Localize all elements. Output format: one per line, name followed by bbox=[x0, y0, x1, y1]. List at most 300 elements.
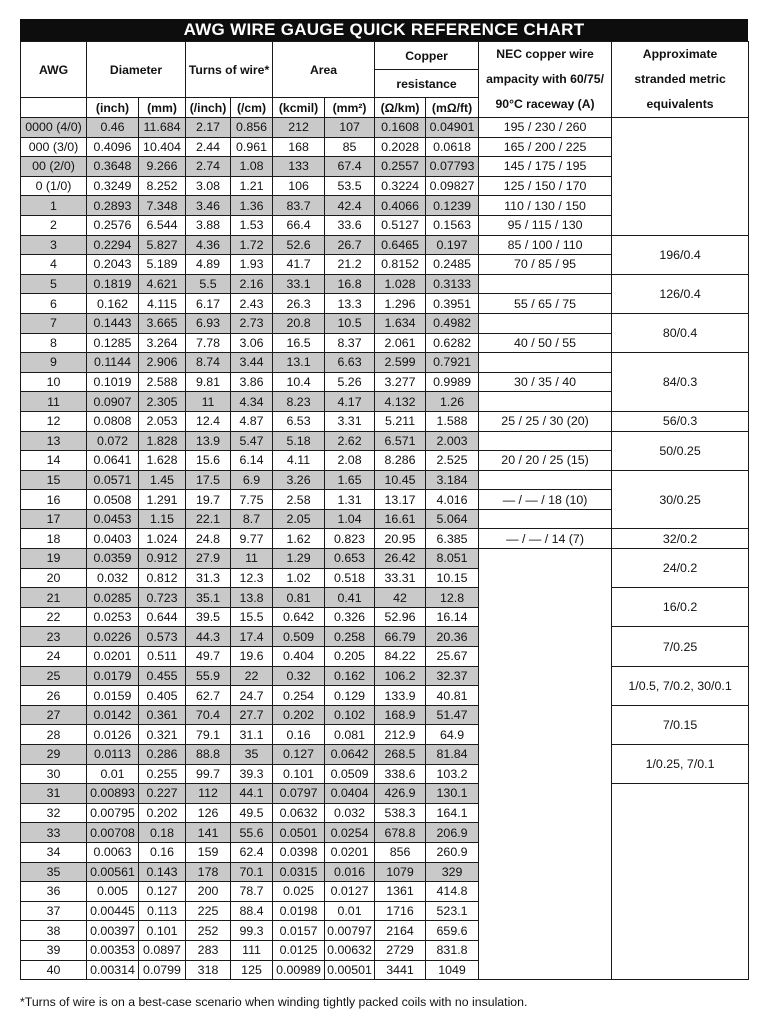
cell-area-kcmil: 0.00989 bbox=[273, 960, 325, 980]
cell-turns-inch: 159 bbox=[186, 842, 231, 862]
cell-metric: 7/0.25 bbox=[612, 627, 749, 666]
cell-res-mohm-ft: 329 bbox=[426, 862, 479, 882]
cell-res-ohm-km: 2.061 bbox=[375, 333, 426, 353]
cell-turns-cm: 24.7 bbox=[231, 686, 273, 706]
cell-turns-cm: 9.77 bbox=[231, 529, 273, 549]
cell-dia-inch: 0.0403 bbox=[87, 529, 139, 549]
cell-turns-inch: 283 bbox=[186, 940, 231, 960]
cell-area-mm2: 2.62 bbox=[325, 431, 375, 451]
cell-area-mm2: 0.653 bbox=[325, 549, 375, 569]
cell-turns-cm: 22 bbox=[231, 666, 273, 686]
cell-res-ohm-km: 133.9 bbox=[375, 686, 426, 706]
header-turns bbox=[186, 42, 273, 98]
cell-res-mohm-ft: 64.9 bbox=[426, 725, 479, 745]
cell-area-mm2: 0.0201 bbox=[325, 842, 375, 862]
cell-ampacity bbox=[479, 353, 612, 373]
cell-ampacity bbox=[479, 470, 612, 490]
awg-table-body bbox=[21, 118, 749, 980]
cell-awg: 29 bbox=[21, 745, 87, 765]
cell-area-kcmil: 0.0797 bbox=[273, 784, 325, 804]
cell-awg: 38 bbox=[21, 921, 87, 941]
header-turns-label: Turns of wire* bbox=[188, 62, 270, 77]
cell-turns-cm: 3.86 bbox=[231, 372, 273, 392]
cell-turns-inch: 126 bbox=[186, 803, 231, 823]
cell-turns-inch: 200 bbox=[186, 882, 231, 902]
cell-ampacity bbox=[479, 274, 612, 294]
cell-ampacity: 70 / 85 / 95 bbox=[479, 255, 612, 275]
cell-metric: 16/0.2 bbox=[612, 588, 749, 627]
cell-awg: 11 bbox=[21, 392, 87, 412]
cell-area-mm2: 67.4 bbox=[325, 157, 375, 177]
cell-turns-inch: 15.6 bbox=[186, 451, 231, 471]
cell-res-ohm-km: 4.132 bbox=[375, 392, 426, 412]
table-row bbox=[21, 529, 749, 549]
cell-area-mm2: 0.0404 bbox=[325, 784, 375, 804]
cell-dia-inch: 0.00708 bbox=[87, 823, 139, 843]
cell-turns-cm: 70.1 bbox=[231, 862, 273, 882]
cell-area-mm2: 0.258 bbox=[325, 627, 375, 647]
cell-dia-inch: 0.3648 bbox=[87, 157, 139, 177]
cell-area-kcmil: 20.8 bbox=[273, 313, 325, 333]
cell-dia-mm: 3.665 bbox=[139, 313, 186, 333]
cell-res-mohm-ft: 51.47 bbox=[426, 705, 479, 725]
cell-res-mohm-ft: 2.525 bbox=[426, 451, 479, 471]
cell-metric: 1/0.5, 7/0.2, 30/0.1 bbox=[612, 666, 749, 705]
cell-area-kcmil: 106 bbox=[273, 176, 325, 196]
cell-dia-mm: 0.143 bbox=[139, 862, 186, 882]
header-metric-line2: stranded metric bbox=[634, 72, 726, 86]
cell-res-mohm-ft: 0.09827 bbox=[426, 176, 479, 196]
cell-dia-inch: 0.0359 bbox=[87, 549, 139, 569]
cell-turns-cm: 4.34 bbox=[231, 392, 273, 412]
cell-area-kcmil: 66.4 bbox=[273, 215, 325, 235]
cell-area-mm2: 53.5 bbox=[325, 176, 375, 196]
cell-dia-mm: 0.113 bbox=[139, 901, 186, 921]
cell-metric: 196/0.4 bbox=[612, 235, 749, 274]
cell-awg: 9 bbox=[21, 353, 87, 373]
cell-turns-cm: 13.8 bbox=[231, 588, 273, 608]
cell-dia-mm: 0.18 bbox=[139, 823, 186, 843]
unit-kcmil: (kcmil) bbox=[273, 98, 325, 118]
cell-turns-inch: 4.89 bbox=[186, 255, 231, 275]
cell-area-kcmil: 0.025 bbox=[273, 882, 325, 902]
cell-awg: 27 bbox=[21, 705, 87, 725]
cell-res-mohm-ft: 1.588 bbox=[426, 411, 479, 431]
cell-turns-cm: 12.3 bbox=[231, 568, 273, 588]
cell-ampacity: 165 / 200 / 225 bbox=[479, 137, 612, 157]
cell-area-mm2: 0.102 bbox=[325, 705, 375, 725]
cell-area-mm2: 5.26 bbox=[325, 372, 375, 392]
cell-dia-inch: 0.0508 bbox=[87, 490, 139, 510]
cell-awg: 37 bbox=[21, 901, 87, 921]
cell-turns-inch: 70.4 bbox=[186, 705, 231, 725]
unit-per-cm: (/cm) bbox=[231, 98, 273, 118]
cell-turns-inch: 112 bbox=[186, 784, 231, 804]
cell-area-mm2: 0.01 bbox=[325, 901, 375, 921]
cell-res-mohm-ft: 659.6 bbox=[426, 921, 479, 941]
cell-metric: 7/0.15 bbox=[612, 705, 749, 744]
cell-res-ohm-km: 168.9 bbox=[375, 705, 426, 725]
cell-area-kcmil: 2.05 bbox=[273, 509, 325, 529]
cell-res-ohm-km: 0.3224 bbox=[375, 176, 426, 196]
cell-area-kcmil: 33.1 bbox=[273, 274, 325, 294]
cell-area-kcmil: 0.0632 bbox=[273, 803, 325, 823]
cell-res-mohm-ft: 0.1239 bbox=[426, 196, 479, 216]
cell-awg: 26 bbox=[21, 686, 87, 706]
cell-area-kcmil: 0.81 bbox=[273, 588, 325, 608]
table-row bbox=[21, 118, 749, 138]
cell-dia-mm: 0.644 bbox=[139, 607, 186, 627]
cell-ampacity bbox=[479, 431, 612, 451]
cell-res-mohm-ft: 0.07793 bbox=[426, 157, 479, 177]
cell-area-mm2: 2.08 bbox=[325, 451, 375, 471]
cell-turns-cm: 6.9 bbox=[231, 470, 273, 490]
cell-res-mohm-ft: 260.9 bbox=[426, 842, 479, 862]
cell-res-mohm-ft: 0.6282 bbox=[426, 333, 479, 353]
cell-res-mohm-ft: 103.2 bbox=[426, 764, 479, 784]
table-row bbox=[21, 666, 749, 686]
cell-dia-inch: 0.162 bbox=[87, 294, 139, 314]
cell-metric: 1/0.25, 7/0.1 bbox=[612, 745, 749, 784]
cell-res-mohm-ft: 2.003 bbox=[426, 431, 479, 451]
cell-area-kcmil: 133 bbox=[273, 157, 325, 177]
cell-res-mohm-ft: 206.9 bbox=[426, 823, 479, 843]
cell-res-ohm-km: 52.96 bbox=[375, 607, 426, 627]
cell-res-ohm-km: 0.8152 bbox=[375, 255, 426, 275]
cell-dia-mm: 5.189 bbox=[139, 255, 186, 275]
cell-res-ohm-km: 16.61 bbox=[375, 509, 426, 529]
cell-res-ohm-km: 426.9 bbox=[375, 784, 426, 804]
cell-area-mm2: 6.63 bbox=[325, 353, 375, 373]
cell-turns-cm: 44.1 bbox=[231, 784, 273, 804]
unit-per-inch: (/inch) bbox=[186, 98, 231, 118]
cell-res-ohm-km: 84.22 bbox=[375, 647, 426, 667]
cell-res-mohm-ft: 130.1 bbox=[426, 784, 479, 804]
cell-res-ohm-km: 1079 bbox=[375, 862, 426, 882]
cell-res-ohm-km: 0.4066 bbox=[375, 196, 426, 216]
cell-turns-inch: 3.88 bbox=[186, 215, 231, 235]
cell-turns-inch: 31.3 bbox=[186, 568, 231, 588]
cell-metric: 84/0.3 bbox=[612, 353, 749, 412]
cell-res-mohm-ft: 25.67 bbox=[426, 647, 479, 667]
cell-turns-inch: 35.1 bbox=[186, 588, 231, 608]
cell-area-mm2: 0.205 bbox=[325, 647, 375, 667]
cell-dia-inch: 0.00893 bbox=[87, 784, 139, 804]
cell-dia-inch: 0.00561 bbox=[87, 862, 139, 882]
cell-dia-mm: 0.286 bbox=[139, 745, 186, 765]
cell-turns-cm: 31.1 bbox=[231, 725, 273, 745]
cell-ampacity: 125 / 150 / 170 bbox=[479, 176, 612, 196]
cell-turns-cm: 1.36 bbox=[231, 196, 273, 216]
cell-awg: 6 bbox=[21, 294, 87, 314]
table-row bbox=[21, 470, 749, 490]
cell-area-mm2: 21.2 bbox=[325, 255, 375, 275]
cell-area-kcmil: 5.18 bbox=[273, 431, 325, 451]
cell-awg: 32 bbox=[21, 803, 87, 823]
cell-turns-inch: 12.4 bbox=[186, 411, 231, 431]
cell-res-mohm-ft: 8.051 bbox=[426, 549, 479, 569]
cell-area-mm2: 0.0127 bbox=[325, 882, 375, 902]
cell-area-kcmil: 0.509 bbox=[273, 627, 325, 647]
cell-area-mm2: 85 bbox=[325, 137, 375, 157]
cell-awg: 00 (2/0) bbox=[21, 157, 87, 177]
cell-dia-mm: 2.588 bbox=[139, 372, 186, 392]
cell-dia-inch: 0.00795 bbox=[87, 803, 139, 823]
cell-area-kcmil: 0.254 bbox=[273, 686, 325, 706]
cell-turns-inch: 141 bbox=[186, 823, 231, 843]
cell-area-kcmil: 212 bbox=[273, 118, 325, 138]
cell-res-ohm-km: 0.1608 bbox=[375, 118, 426, 138]
cell-dia-inch: 0.0907 bbox=[87, 392, 139, 412]
cell-res-ohm-km: 1361 bbox=[375, 882, 426, 902]
cell-res-mohm-ft: 831.8 bbox=[426, 940, 479, 960]
cell-res-ohm-km: 268.5 bbox=[375, 745, 426, 765]
cell-awg: 31 bbox=[21, 784, 87, 804]
cell-turns-cm: 99.3 bbox=[231, 921, 273, 941]
cell-dia-inch: 0.0126 bbox=[87, 725, 139, 745]
cell-area-mm2: 0.518 bbox=[325, 568, 375, 588]
cell-area-kcmil: 0.642 bbox=[273, 607, 325, 627]
cell-turns-cm: 11 bbox=[231, 549, 273, 569]
cell-ampacity: 40 / 50 / 55 bbox=[479, 333, 612, 353]
cell-res-ohm-km: 5.211 bbox=[375, 411, 426, 431]
cell-dia-mm: 2.305 bbox=[139, 392, 186, 412]
cell-res-ohm-km: 0.2028 bbox=[375, 137, 426, 157]
cell-res-ohm-km: 20.95 bbox=[375, 529, 426, 549]
cell-awg: 4 bbox=[21, 255, 87, 275]
cell-turns-cm: 1.53 bbox=[231, 215, 273, 235]
cell-turns-cm: 88.4 bbox=[231, 901, 273, 921]
cell-area-kcmil: 1.29 bbox=[273, 549, 325, 569]
cell-res-ohm-km: 0.2557 bbox=[375, 157, 426, 177]
cell-res-mohm-ft: 0.04901 bbox=[426, 118, 479, 138]
cell-res-mohm-ft: 0.4982 bbox=[426, 313, 479, 333]
cell-awg: 0000 (4/0) bbox=[21, 118, 87, 138]
cell-area-mm2: 42.4 bbox=[325, 196, 375, 216]
cell-ampacity: — / — / 18 (10) bbox=[479, 490, 612, 510]
cell-turns-inch: 39.5 bbox=[186, 607, 231, 627]
cell-dia-inch: 0.01 bbox=[87, 764, 139, 784]
footnote: *Turns of wire is on a best-case scenario when winding tightly packed coils with no insulation. bbox=[20, 995, 528, 1009]
cell-turns-cm: 15.5 bbox=[231, 607, 273, 627]
cell-dia-inch: 0.0253 bbox=[87, 607, 139, 627]
cell-dia-inch: 0.005 bbox=[87, 882, 139, 902]
cell-ampacity: 85 / 100 / 110 bbox=[479, 235, 612, 255]
table-row bbox=[21, 274, 749, 294]
cell-res-ohm-km: 1.296 bbox=[375, 294, 426, 314]
cell-awg: 40 bbox=[21, 960, 87, 980]
cell-awg: 5 bbox=[21, 274, 87, 294]
cell-turns-cm: 2.43 bbox=[231, 294, 273, 314]
cell-area-mm2: 1.31 bbox=[325, 490, 375, 510]
cell-dia-inch: 0.072 bbox=[87, 431, 139, 451]
cell-awg: 20 bbox=[21, 568, 87, 588]
cell-dia-mm: 0.912 bbox=[139, 549, 186, 569]
cell-area-mm2: 10.5 bbox=[325, 313, 375, 333]
table-row bbox=[21, 431, 749, 451]
cell-awg: 17 bbox=[21, 509, 87, 529]
cell-res-mohm-ft: 414.8 bbox=[426, 882, 479, 902]
cell-res-ohm-km: 8.286 bbox=[375, 451, 426, 471]
cell-turns-inch: 9.81 bbox=[186, 372, 231, 392]
cell-res-mohm-ft: 164.1 bbox=[426, 803, 479, 823]
cell-turns-cm: 17.4 bbox=[231, 627, 273, 647]
header-nec bbox=[479, 42, 612, 118]
cell-dia-inch: 0.2576 bbox=[87, 215, 139, 235]
cell-dia-mm: 0.0897 bbox=[139, 940, 186, 960]
cell-dia-inch: 0.2043 bbox=[87, 255, 139, 275]
header-nec-line1: NEC copper wire bbox=[496, 47, 594, 61]
cell-res-mohm-ft: 1.26 bbox=[426, 392, 479, 412]
cell-turns-cm: 27.7 bbox=[231, 705, 273, 725]
cell-dia-inch: 0.0453 bbox=[87, 509, 139, 529]
table-row bbox=[21, 784, 749, 804]
cell-dia-inch: 0.2893 bbox=[87, 196, 139, 216]
cell-dia-mm: 4.621 bbox=[139, 274, 186, 294]
cell-area-kcmil: 16.5 bbox=[273, 333, 325, 353]
cell-area-kcmil: 1.62 bbox=[273, 529, 325, 549]
cell-awg: 34 bbox=[21, 842, 87, 862]
cell-ampacity bbox=[479, 392, 612, 412]
cell-metric: 56/0.3 bbox=[612, 411, 749, 431]
cell-res-ohm-km: 13.17 bbox=[375, 490, 426, 510]
cell-awg: 10 bbox=[21, 372, 87, 392]
cell-ampacity: 20 / 20 / 25 (15) bbox=[479, 451, 612, 471]
cell-turns-inch: 2.74 bbox=[186, 157, 231, 177]
cell-res-ohm-km: 2.599 bbox=[375, 353, 426, 373]
table-row bbox=[21, 549, 749, 569]
cell-area-kcmil: 0.16 bbox=[273, 725, 325, 745]
cell-area-mm2: 0.016 bbox=[325, 862, 375, 882]
cell-res-mohm-ft: 0.3133 bbox=[426, 274, 479, 294]
unit-mohm-ft: (mΩ/ft) bbox=[426, 98, 479, 118]
cell-dia-mm: 0.321 bbox=[139, 725, 186, 745]
header-awg-blank bbox=[21, 98, 87, 118]
cell-awg: 3 bbox=[21, 235, 87, 255]
header-nec-line2: ampacity with 60/75/ bbox=[486, 72, 604, 86]
cell-res-mohm-ft: 10.15 bbox=[426, 568, 479, 588]
cell-area-mm2: 0.00632 bbox=[325, 940, 375, 960]
cell-dia-inch: 0.1285 bbox=[87, 333, 139, 353]
cell-area-mm2: 0.326 bbox=[325, 607, 375, 627]
cell-turns-inch: 5.5 bbox=[186, 274, 231, 294]
cell-dia-inch: 0.00314 bbox=[87, 960, 139, 980]
cell-dia-inch: 0.3249 bbox=[87, 176, 139, 196]
cell-turns-inch: 11 bbox=[186, 392, 231, 412]
cell-awg: 8 bbox=[21, 333, 87, 353]
cell-turns-inch: 24.8 bbox=[186, 529, 231, 549]
cell-dia-mm: 11.684 bbox=[139, 118, 186, 138]
cell-turns-cm: 1.08 bbox=[231, 157, 273, 177]
cell-dia-mm: 1.15 bbox=[139, 509, 186, 529]
cell-turns-inch: 318 bbox=[186, 960, 231, 980]
cell-turns-inch: 44.3 bbox=[186, 627, 231, 647]
cell-res-mohm-ft: 12.8 bbox=[426, 588, 479, 608]
cell-ampacity: 110 / 130 / 150 bbox=[479, 196, 612, 216]
cell-dia-inch: 0.0285 bbox=[87, 588, 139, 608]
cell-turns-cm: 8.7 bbox=[231, 509, 273, 529]
cell-res-ohm-km: 1716 bbox=[375, 901, 426, 921]
cell-area-mm2: 1.04 bbox=[325, 509, 375, 529]
cell-dia-inch: 0.00397 bbox=[87, 921, 139, 941]
cell-turns-cm: 62.4 bbox=[231, 842, 273, 862]
table-row bbox=[21, 705, 749, 725]
cell-area-kcmil: 6.53 bbox=[273, 411, 325, 431]
unit-mm2: (mm²) bbox=[325, 98, 375, 118]
cell-dia-inch: 0.032 bbox=[87, 568, 139, 588]
cell-turns-cm: 5.47 bbox=[231, 431, 273, 451]
cell-res-mohm-ft: 0.0618 bbox=[426, 137, 479, 157]
cell-turns-cm: 19.6 bbox=[231, 647, 273, 667]
cell-dia-mm: 0.227 bbox=[139, 784, 186, 804]
cell-awg: 24 bbox=[21, 647, 87, 667]
cell-area-kcmil: 3.26 bbox=[273, 470, 325, 490]
cell-dia-mm: 0.573 bbox=[139, 627, 186, 647]
cell-area-kcmil: 26.3 bbox=[273, 294, 325, 314]
cell-turns-cm: 39.3 bbox=[231, 764, 273, 784]
cell-metric: 30/0.25 bbox=[612, 470, 749, 529]
header-awg: AWG bbox=[21, 42, 87, 98]
cell-res-ohm-km: 212.9 bbox=[375, 725, 426, 745]
unit-inch: (inch) bbox=[87, 98, 139, 118]
cell-dia-inch: 0.1144 bbox=[87, 353, 139, 373]
cell-dia-inch: 0.46 bbox=[87, 118, 139, 138]
cell-turns-cm: 3.44 bbox=[231, 353, 273, 373]
cell-res-ohm-km: 0.5127 bbox=[375, 215, 426, 235]
cell-res-mohm-ft: 0.197 bbox=[426, 235, 479, 255]
cell-area-mm2: 0.41 bbox=[325, 588, 375, 608]
cell-ampacity bbox=[479, 549, 612, 980]
cell-awg: 0 (1/0) bbox=[21, 176, 87, 196]
cell-turns-inch: 2.17 bbox=[186, 118, 231, 138]
cell-dia-inch: 0.0226 bbox=[87, 627, 139, 647]
cell-turns-inch: 6.17 bbox=[186, 294, 231, 314]
chart-title: AWG WIRE GAUGE QUICK REFERENCE CHART bbox=[20, 19, 748, 41]
cell-dia-inch: 0.1019 bbox=[87, 372, 139, 392]
cell-dia-inch: 0.4096 bbox=[87, 137, 139, 157]
cell-dia-mm: 1.45 bbox=[139, 470, 186, 490]
cell-dia-mm: 8.252 bbox=[139, 176, 186, 196]
cell-dia-mm: 2.053 bbox=[139, 411, 186, 431]
cell-res-ohm-km: 2729 bbox=[375, 940, 426, 960]
cell-res-ohm-km: 3441 bbox=[375, 960, 426, 980]
cell-dia-mm: 0.0799 bbox=[139, 960, 186, 980]
cell-dia-inch: 0.1819 bbox=[87, 274, 139, 294]
cell-res-ohm-km: 33.31 bbox=[375, 568, 426, 588]
cell-area-kcmil: 0.0125 bbox=[273, 940, 325, 960]
header-nec-line3: 90°C raceway (A) bbox=[495, 97, 595, 111]
cell-res-mohm-ft: 5.064 bbox=[426, 509, 479, 529]
cell-ampacity: 145 / 175 / 195 bbox=[479, 157, 612, 177]
cell-dia-inch: 0.0159 bbox=[87, 686, 139, 706]
cell-metric: 24/0.2 bbox=[612, 549, 749, 588]
cell-area-mm2: 16.8 bbox=[325, 274, 375, 294]
cell-turns-cm: 3.06 bbox=[231, 333, 273, 353]
cell-turns-cm: 111 bbox=[231, 940, 273, 960]
cell-turns-inch: 3.08 bbox=[186, 176, 231, 196]
cell-turns-inch: 27.9 bbox=[186, 549, 231, 569]
cell-turns-inch: 79.1 bbox=[186, 725, 231, 745]
cell-dia-mm: 6.544 bbox=[139, 215, 186, 235]
cell-awg: 28 bbox=[21, 725, 87, 745]
cell-awg: 2 bbox=[21, 215, 87, 235]
cell-res-ohm-km: 2164 bbox=[375, 921, 426, 941]
cell-res-mohm-ft: 81.84 bbox=[426, 745, 479, 765]
cell-area-mm2: 0.162 bbox=[325, 666, 375, 686]
cell-area-kcmil: 52.6 bbox=[273, 235, 325, 255]
cell-turns-cm: 7.75 bbox=[231, 490, 273, 510]
cell-res-ohm-km: 0.6465 bbox=[375, 235, 426, 255]
